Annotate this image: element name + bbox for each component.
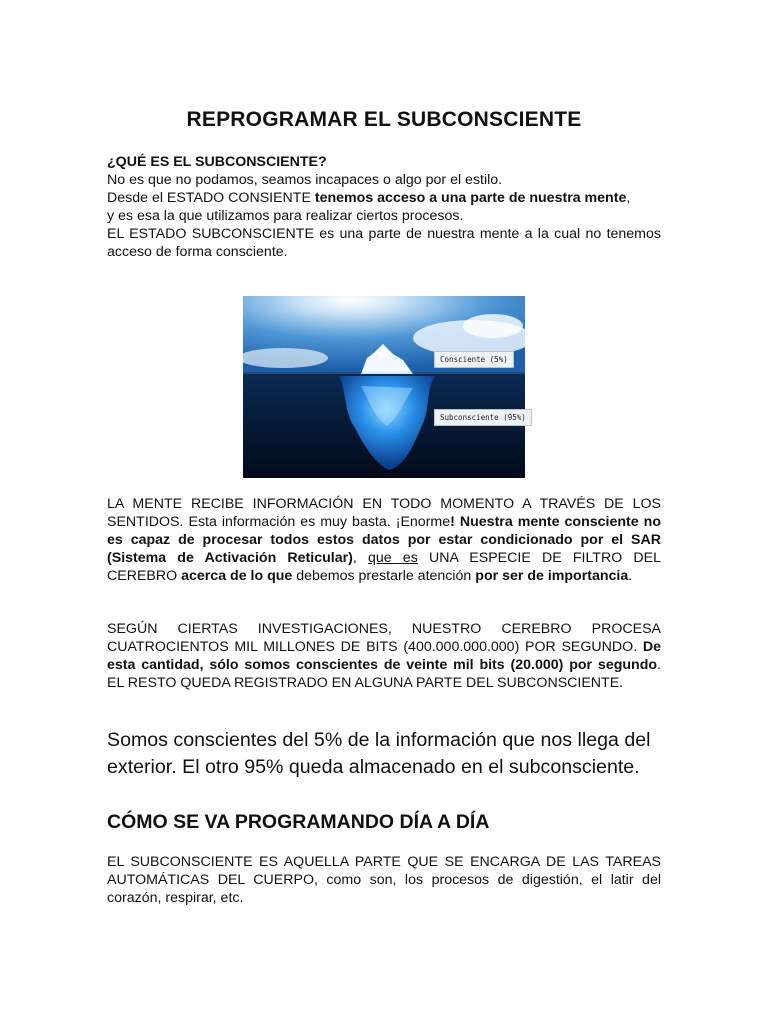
text-run: ,: [352, 550, 368, 566]
bold-text: acerca de lo que: [181, 568, 293, 584]
paragraph-line: No es que no podamos, seamos incapaces o algo por el estilo.: [107, 172, 503, 188]
iceberg-image: [243, 296, 525, 478]
paragraph-automatic-tasks: EL SUBCONSCIENTE ES AQUELLA PARTE QUE SE ENCARGA DE LAS TAREAS AUTOMÁTICAS DEL CUERPO, como son, los procesos de digestión, el latir del corazón, respirar, etc.: [107, 854, 661, 906]
bold-text: tenemos acceso a una parte de nuestra mente: [314, 190, 627, 206]
section-what-is: [107, 153, 661, 261]
paragraph-senses: [107, 495, 661, 585]
text-run: UNA ESPECIE DE FILTRO DEL CEREBRO: [107, 550, 661, 584]
bold-text: por ser de importancia: [475, 568, 629, 584]
text-run: Desde el ESTADO CONSIENTE: [107, 190, 315, 206]
text-run: debemos prestarle atención: [292, 568, 476, 584]
paragraph-line: [107, 189, 661, 207]
section-heading: ¿QUÉ ES EL SUBCONSCIENTE?: [107, 154, 327, 170]
figure-label-conscious: Consciente (5%): [434, 351, 514, 368]
text-run: . EL RESTO QUEDA REGISTRADO EN ALGUNA PARTE DEL SUBCONSCIENTE.: [107, 657, 661, 691]
paragraph-line: y es esa la que utilizamos para realizar ciertos procesos.: [107, 208, 464, 224]
page-title: REPROGRAMAR EL SUBCONSCIENTE: [186, 108, 582, 131]
paragraph-research: [107, 620, 661, 692]
figure-label-subconscious: Subconsciente (95%): [434, 409, 532, 426]
highlight-paragraph: Somos conscientes del 5% de la información que nos llega del exterior. El otro 95% queda almacenado en el subconsciente.: [107, 729, 651, 778]
text-run: ,: [626, 190, 631, 206]
text-run: LA MENTE RECIBE INFORMACIÓN EN TODO MOMENTO A TRAVÉS DE LOS SENTIDOS. Esta información es muy basta. ¡Enorme: [107, 496, 661, 530]
section-heading-programming: CÓMO SE VA PROGRAMANDO DÍA A DÍA: [107, 811, 490, 833]
text-run: SEGÚN CIERTAS INVESTIGACIONES, NUESTRO CEREBRO PROCESA CUATROCIENTOS MIL MILLONES DE BITS (400.000.000.000) POR SEGUNDO.: [107, 621, 661, 655]
bold-text: ! Nuestra mente consciente no es capaz de procesar todos estos datos por estar condicionado por el SAR (Sistema de Activación Reticular): [107, 514, 661, 566]
underlined-text: que es: [367, 550, 418, 566]
paragraph: EL ESTADO SUBCONSCIENTE es una parte de nuestra mente a la cual no tenemos acceso de forma consciente.: [107, 226, 661, 260]
bold-text: De esta cantidad, sólo somos conscientes de veinte mil bits (20.000) por segundo: [107, 639, 661, 673]
text-run: .: [628, 568, 633, 584]
